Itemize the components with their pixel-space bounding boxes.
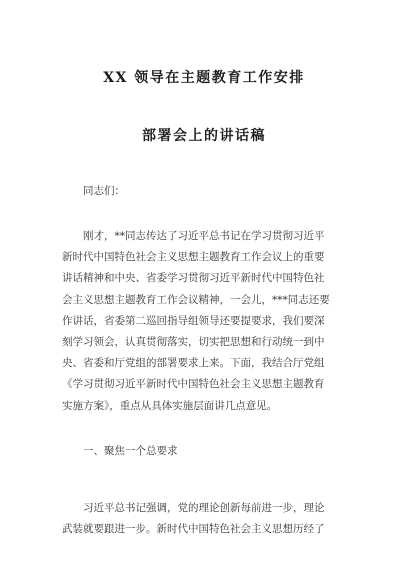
salutation-text: 同志们： xyxy=(83,185,125,197)
paragraph-line: 新时代中国特色社会主义思想主题教育工作会议上的重要 xyxy=(62,251,325,264)
paragraph-line: 《学习贯彻习近平新时代中国特色社会主义思想主题教育 xyxy=(62,378,325,391)
paragraph-2 xyxy=(62,498,352,540)
paragraph-line: 刚才，**同志传达了习近平总书记在学习贯彻习近平 xyxy=(83,230,325,242)
paragraph-line: 实施方案》，重点从具体实施层面讲几点意见。 xyxy=(62,399,278,412)
paragraph-line: 讲话精神和中央、省委学习贯彻习近平新时代中国特色社 xyxy=(62,272,325,285)
document-title-line-1: XX 领导在主题教育工作安排 xyxy=(103,70,305,86)
paragraph-line: 作讲话，省委第二巡回指导组领导还要提要求，我们要深 xyxy=(62,314,325,327)
paragraph-1 xyxy=(62,226,352,417)
section-heading xyxy=(62,441,352,462)
document-title-line-2: 部署会上的讲话稿 xyxy=(142,128,266,144)
paragraph-line: 武装就要跟进一步。新时代中国特色社会主义思想历经了 xyxy=(62,523,325,536)
paragraph-line: 央、省委和厅党组的部署要求上来。下面，我结合厅党组 xyxy=(62,357,325,370)
paragraph-line: 刻学习领会，认真贯彻落实，切实把思想和行动统一到中 xyxy=(62,336,325,349)
section-heading-text: 一、聚焦一个总要求 xyxy=(83,445,178,457)
paragraph-line: 会主义思想主题教育工作会议精神，一会儿，***同志还要 xyxy=(62,293,330,306)
paragraph-line: 习近平总书记强调，党的理论创新每前进一步，理论 xyxy=(83,502,325,514)
salutation xyxy=(62,181,352,202)
